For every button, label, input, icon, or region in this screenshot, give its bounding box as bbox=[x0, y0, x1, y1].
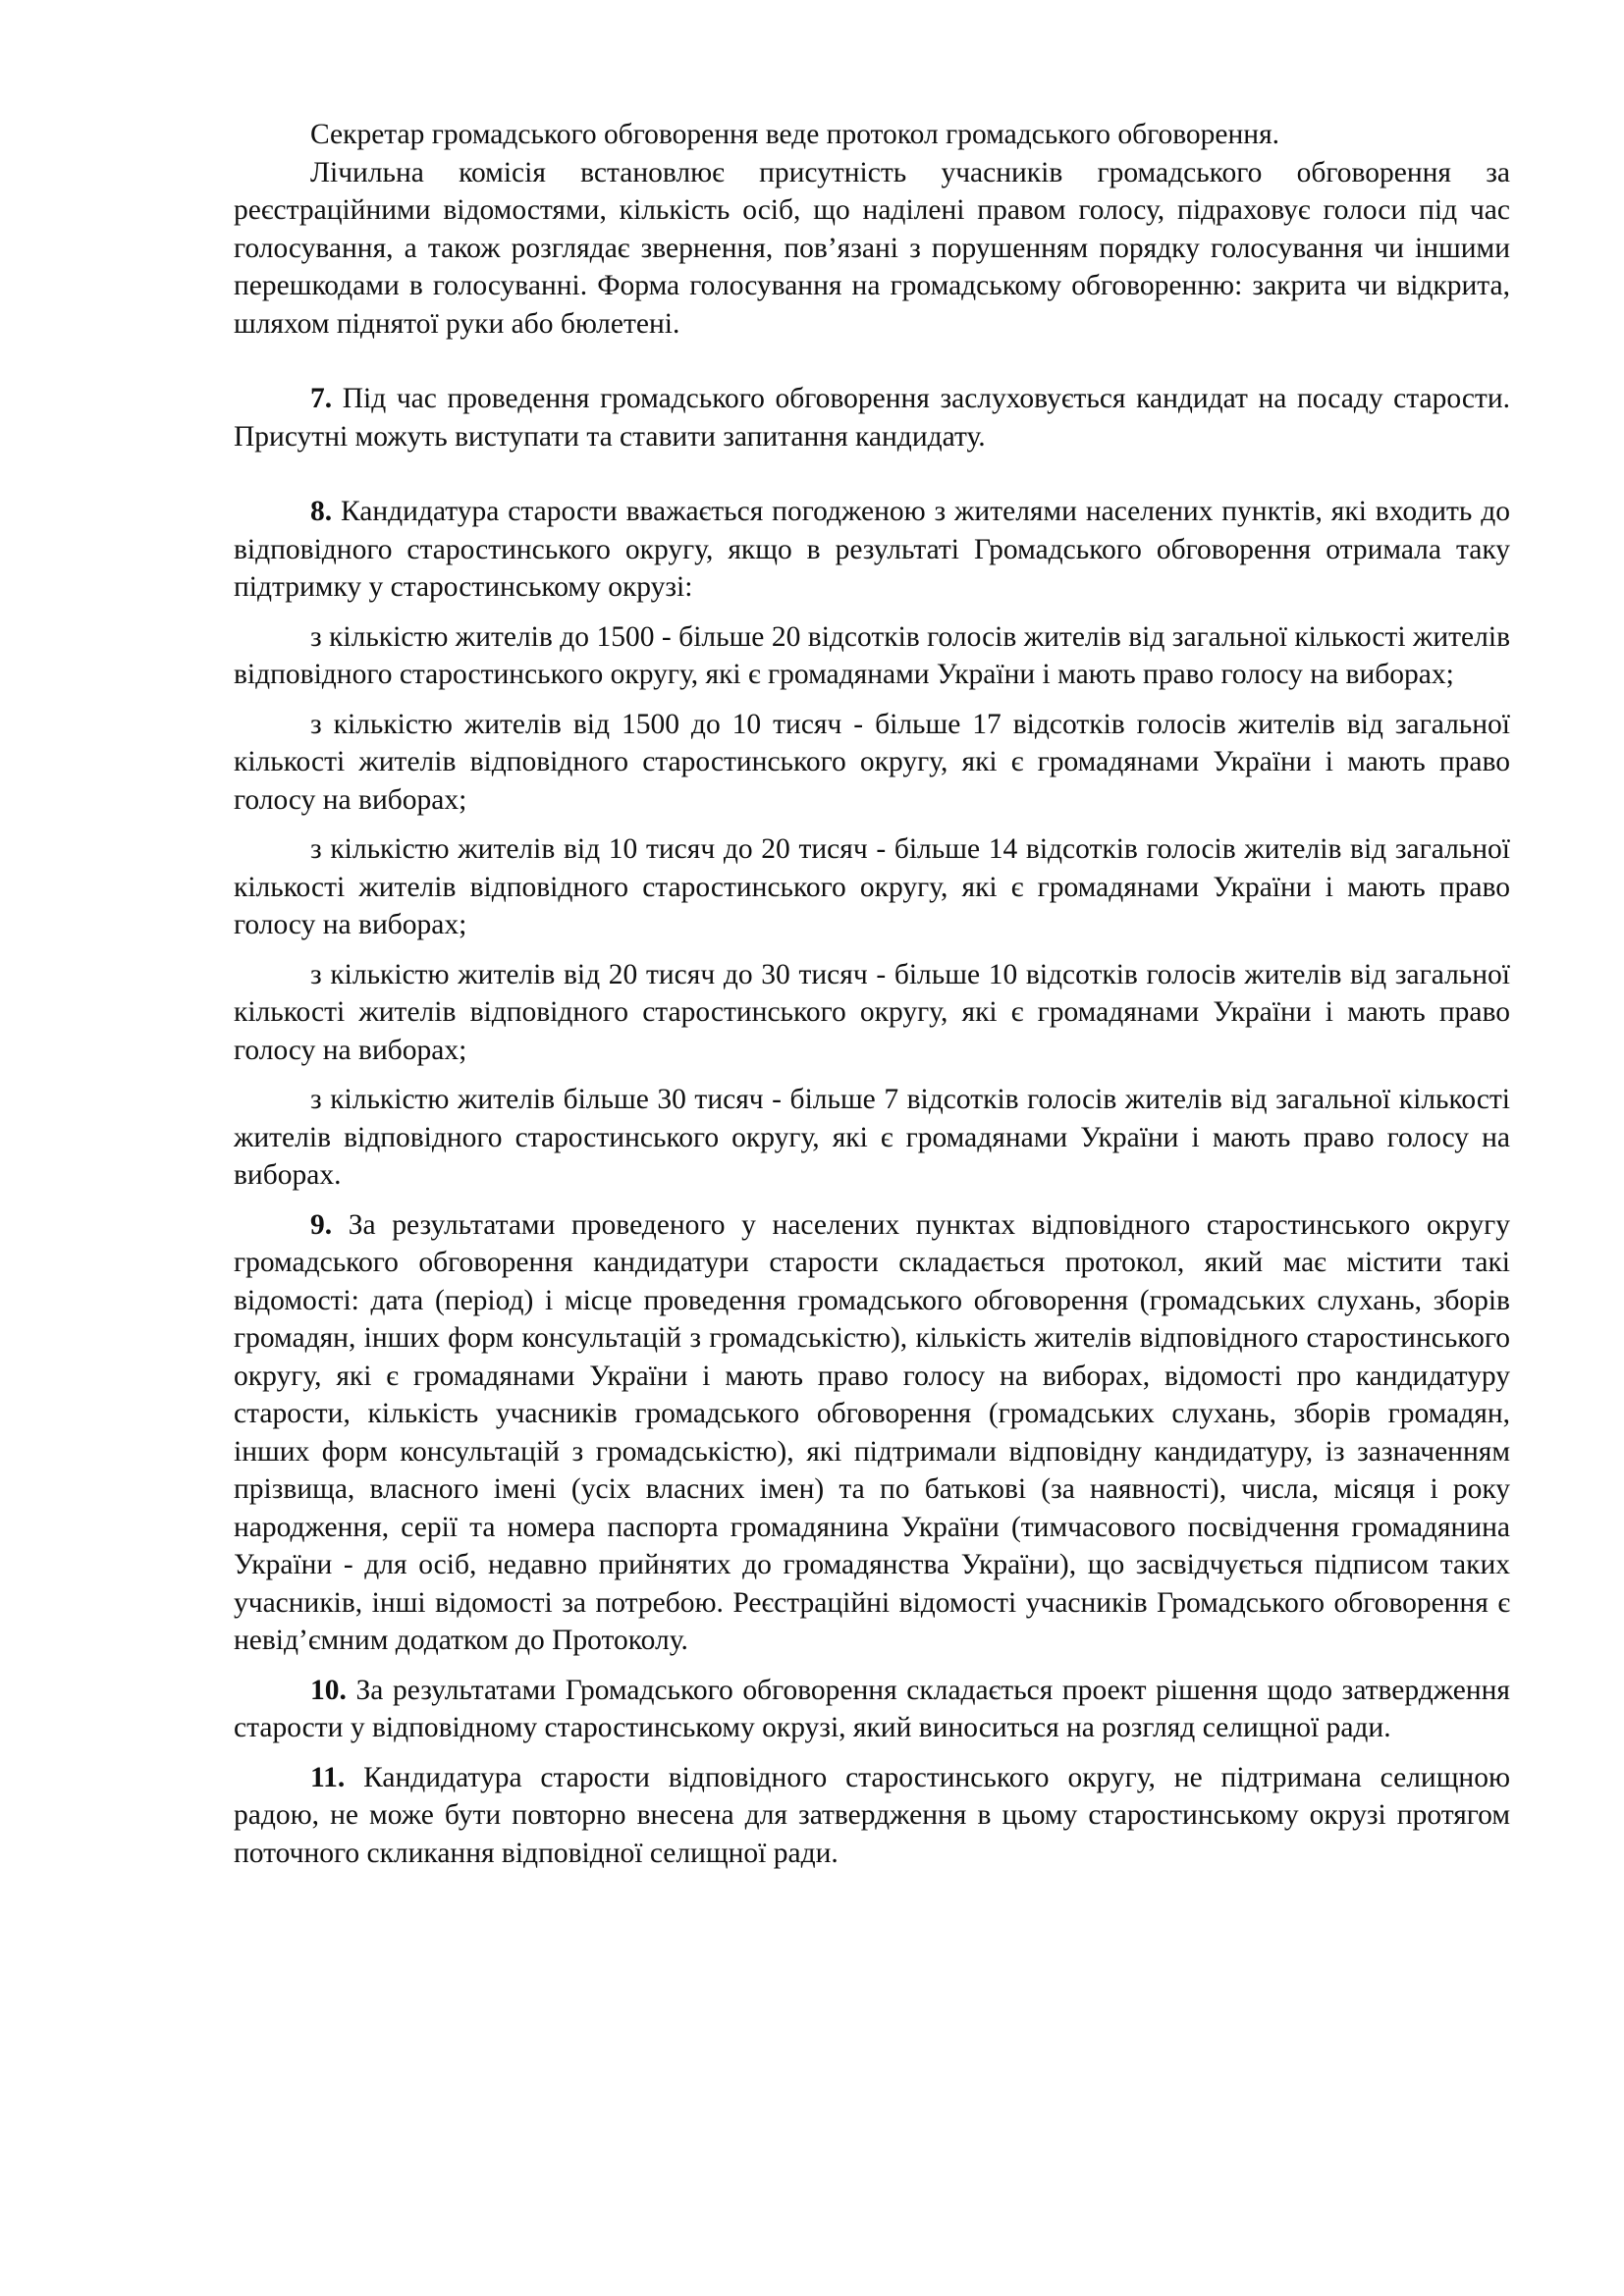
item-8-text: Кандидатура старости вважається погодженою з жителями населених пунктів, які входить до відповідного старостинського округу, якщо в результаті Громадського обговорення отримала таку підтримку у старостинському окрузі: bbox=[234, 496, 1510, 603]
subitem-20000-to-30000: з кількістю жителів від 20 тисяч до 30 тисяч - більше 10 відсотків голосів жителів від загальної кількості жителів відповідного старостинського округу, які є громадянами України і мають право голосу на виборах; bbox=[234, 958, 1510, 1066]
item-10-number: 10. bbox=[310, 1674, 347, 1706]
item-7-text: Під час проведення громадського обговорення заслуховується кандидат на посаду старости. Присутні можуть виступати та ставити запитання кандидату. bbox=[234, 383, 1510, 453]
item-9 bbox=[234, 1206, 1510, 1660]
item-11-number: 11. bbox=[310, 1761, 346, 1793]
item-9-number: 9. bbox=[310, 1208, 333, 1241]
item-8-number: 8. bbox=[310, 496, 333, 527]
subitem-10000-to-20000: з кількістю жителів від 10 тисяч до 20 тисяч - більше 14 відсотків голосів жителів від загальної кількості жителів відповідного старостинського округу, які є громадянами України і мають право голосу на виборах; bbox=[234, 833, 1510, 940]
paragraph-counting-commission: Лічильна комісія встановлює присутність учасників громадського обговорення за реєстраційними відомостями, кількість осіб, що наділені правом голосу, підраховує голоси під час голосування, а також розглядає звернення, пов’язані з порушенням порядку голосування чи іншими перешкодами в голосуванні. Форма голосування на громадському обговоренню: закрита чи відкрита, шляхом піднятої руки або бюлетені. bbox=[234, 156, 1510, 340]
item-11-text: Кандидатура старости відповідного старостинського округу, не підтримана селищною радою, не може бути повторно внесена для затвердження в цьому старостинському окрузі протягом поточного скликання відповідної селищної ради. bbox=[234, 1761, 1510, 1869]
item-10 bbox=[234, 1672, 1510, 1747]
item-9-text: За результатами проведеного у населених пунктах відповідного старостинського округу громадського обговорення кандидатури старости складається протокол, який має містити такі відомості: дата (період) і місце проведення громадського обговорення (громадських слухань, зборів громадян, інших форм консультацій з громадськістю), кількість жителів відповідного старостинського округу, які є громадянами України і мають право голосу на виборах, відомості про кандидатуру старости, кількість учасників громадського обговорення (громадських слухань, зборів громадян, інших форм консультацій з громадськістю), які підтримали відповідну кандидатуру, із зазначенням прізвища, власного імені (усіх власних імен) та по батькові (за наявності), числа, місяця і року народження, серії та номера паспорта громадянина України (тимчасового посвідчення громадянина України - для осіб, недавно прийнятих до громадянства України), що засвідчується підписом таких учасників, інші відомості за потребою. Реєстраційні відомості учасників Громадського обговорення є невід’ємним додатком до Протоколу. bbox=[234, 1208, 1510, 1656]
subitem-over-30000: з кількістю жителів більше 30 тисяч - більше 7 відсотків голосів жителів від загальної кількості жителів відповідного старостинського округу, які є громадянами України і мають право голосу на виборах. bbox=[234, 1084, 1510, 1191]
item-7-number: 7. bbox=[310, 383, 333, 414]
document-body bbox=[234, 116, 1510, 1872]
item-11 bbox=[234, 1759, 1510, 1873]
subitem-1500-to-10000: з кількістю жителів від 1500 до 10 тисяч - більше 17 відсотків голосів жителів від загальної кількості жителів відповідного старостинського округу, які є громадянами України і мають право голосу на виборах; bbox=[234, 708, 1510, 816]
subitem-under-1500: з кількістю жителів до 1500 - більше 20 відсотків голосів жителів від загальної кількості жителів відповідного старостинського округу, які є громадянами України і мають право голосу на виборах; bbox=[234, 620, 1510, 690]
paragraph-secretary: Секретар громадського обговорення веде протокол громадського обговорення. bbox=[310, 119, 1280, 150]
item-7 bbox=[234, 380, 1510, 455]
item-8 bbox=[234, 493, 1510, 607]
item-10-text: За результатами Громадського обговорення складається проект рішення щодо затвердження старости у відповідному старостинському окрузі, який виноситься на розгляд селищної ради. bbox=[234, 1674, 1510, 1743]
